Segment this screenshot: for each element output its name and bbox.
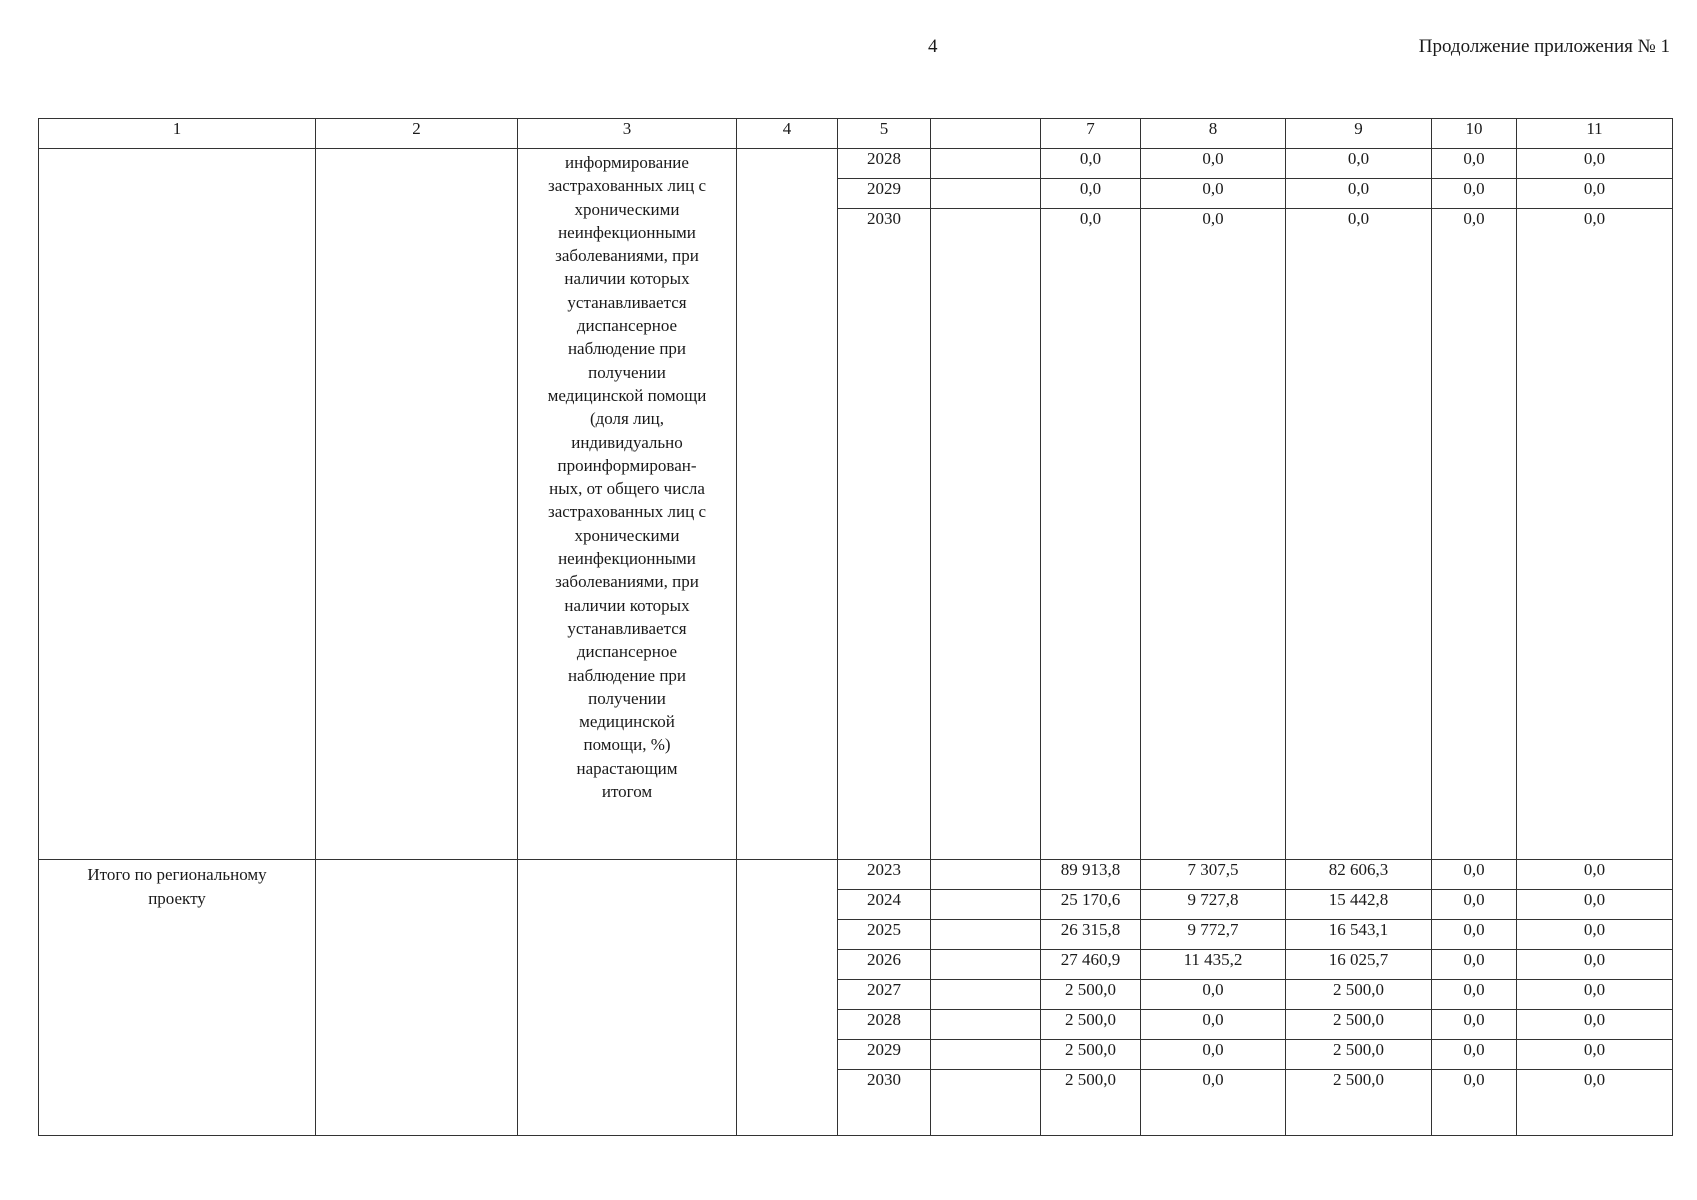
year-cell: 2030 [838, 209, 931, 239]
filler-cell [1432, 238, 1517, 860]
description-line: проинформирован- [557, 455, 697, 475]
value-cell: 15 442,8 [1286, 890, 1432, 920]
budget-table [38, 118, 1673, 1136]
header-cell: 7 [1041, 119, 1141, 149]
value-cell: 0,0 [1432, 950, 1517, 980]
description-line: хроническими [574, 199, 680, 219]
year-cell: 2025 [838, 920, 931, 950]
value-cell: 7 307,5 [1141, 860, 1286, 890]
value-cell: 0,0 [1141, 149, 1286, 179]
column-6-cell [931, 860, 1041, 890]
description-line: заболеваниями, при [555, 572, 699, 592]
filler-cell [931, 1099, 1041, 1136]
column-6-cell [931, 890, 1041, 920]
year-cell: 2024 [838, 890, 931, 920]
header-cell [931, 119, 1041, 149]
value-cell: 0,0 [1517, 920, 1673, 950]
filler-cell [1286, 238, 1432, 860]
value-cell: 0,0 [1041, 149, 1141, 179]
value-cell: 0,0 [1517, 950, 1673, 980]
description-line: неинфекционными [558, 549, 696, 569]
column-3-cell [518, 860, 737, 1136]
value-cell: 0,0 [1141, 980, 1286, 1010]
filler-cell [1517, 238, 1673, 860]
value-cell: 0,0 [1517, 209, 1673, 239]
value-cell: 82 606,3 [1286, 860, 1432, 890]
table-row [39, 149, 1673, 179]
value-cell: 0,0 [1286, 179, 1432, 209]
header-cell: 1 [39, 119, 316, 149]
value-cell: 0,0 [1432, 1070, 1517, 1100]
description-line: хроническими [574, 525, 680, 545]
column-2-cell [316, 860, 518, 1136]
description-line: устанавливается [567, 292, 687, 312]
filler-cell [1041, 1099, 1141, 1136]
value-cell: 0,0 [1517, 1040, 1673, 1070]
value-cell: 0,0 [1517, 179, 1673, 209]
column-1-cell [39, 149, 316, 860]
filler-cell [838, 1099, 931, 1136]
value-cell: 25 170,6 [1041, 890, 1141, 920]
description-line: медицинской [579, 712, 675, 732]
value-cell: 16 025,7 [1286, 950, 1432, 980]
value-cell: 0,0 [1041, 179, 1141, 209]
description-line: информирование [565, 153, 689, 172]
value-cell: 2 500,0 [1041, 980, 1141, 1010]
filler-cell [838, 238, 931, 860]
header-cell: 11 [1517, 119, 1673, 149]
description-line: индивидуально [571, 432, 683, 452]
description-line: диспансерное [576, 316, 678, 336]
total-label [39, 860, 316, 1136]
value-cell: 9 727,8 [1141, 890, 1286, 920]
value-cell: 0,0 [1517, 1010, 1673, 1040]
value-cell: 0,0 [1432, 1040, 1517, 1070]
value-cell: 0,0 [1517, 149, 1673, 179]
description-line: итогом [601, 782, 653, 802]
value-cell: 27 460,9 [1041, 950, 1141, 980]
year-cell: 2027 [838, 980, 931, 1010]
column-6-cell [931, 209, 1041, 239]
column-6-cell [931, 179, 1041, 209]
column-6-cell [931, 1010, 1041, 1040]
column-2-cell [316, 149, 518, 860]
description-line: диспансерное [576, 642, 678, 662]
column-4-cell [737, 860, 838, 1136]
column-6-cell [931, 980, 1041, 1010]
value-cell: 0,0 [1517, 1070, 1673, 1100]
value-cell: 2 500,0 [1286, 980, 1432, 1010]
value-cell: 0,0 [1432, 179, 1517, 209]
header-cell: 5 [838, 119, 931, 149]
description-line: наличии которых [564, 269, 690, 289]
description-line: неинфекционными [558, 222, 696, 242]
value-cell: 2 500,0 [1041, 1070, 1141, 1100]
value-cell: 0,0 [1141, 1010, 1286, 1040]
year-cell: 2029 [838, 179, 931, 209]
header-row [39, 119, 1673, 149]
continuation-heading: Продолжение приложения № 1 [1418, 36, 1670, 57]
description-line: застрахованных лиц с [547, 502, 707, 522]
value-cell: 0,0 [1517, 860, 1673, 890]
description-line: получении [588, 688, 666, 708]
filler-cell [1286, 1099, 1432, 1136]
header-cell: 9 [1286, 119, 1432, 149]
description-line: устанавливается [567, 618, 687, 638]
description-line: застрахованных лиц с [547, 176, 707, 196]
value-cell: 0,0 [1432, 890, 1517, 920]
value-cell: 16 543,1 [1286, 920, 1432, 950]
value-cell: 2 500,0 [1286, 1010, 1432, 1040]
description-line: наблюдение при [567, 665, 687, 685]
value-cell: 9 772,7 [1141, 920, 1286, 950]
column-4-cell [737, 149, 838, 860]
value-cell: 2 500,0 [1041, 1010, 1141, 1040]
value-cell: 0,0 [1041, 209, 1141, 239]
value-cell: 2 500,0 [1286, 1040, 1432, 1070]
description-line: (доля лиц, [589, 409, 665, 429]
value-cell: 0,0 [1141, 179, 1286, 209]
description-line: нарастающим [576, 758, 678, 778]
filler-cell [1141, 1099, 1286, 1136]
value-cell: 0,0 [1432, 920, 1517, 950]
filler-cell [1517, 1099, 1673, 1136]
column-6-cell [931, 950, 1041, 980]
value-cell: 2 500,0 [1041, 1040, 1141, 1070]
value-cell: 0,0 [1432, 149, 1517, 179]
year-cell: 2023 [838, 860, 931, 890]
filler-cell [1041, 238, 1141, 860]
column-6-cell [931, 1070, 1041, 1100]
indicator-description [518, 149, 737, 860]
filler-cell [1432, 1099, 1517, 1136]
value-cell: 0,0 [1432, 860, 1517, 890]
year-cell: 2029 [838, 1040, 931, 1070]
value-cell: 11 435,2 [1141, 950, 1286, 980]
year-cell: 2028 [838, 1010, 931, 1040]
year-cell: 2026 [838, 950, 931, 980]
filler-cell [931, 238, 1041, 860]
value-cell: 0,0 [1517, 980, 1673, 1010]
filler-cell [1141, 238, 1286, 860]
value-cell: 0,0 [1432, 1010, 1517, 1040]
value-cell: 0,0 [1141, 209, 1286, 239]
header-cell: 2 [316, 119, 518, 149]
table-row [39, 860, 1673, 890]
value-cell: 89 913,8 [1041, 860, 1141, 890]
total-label-line: Итого по региональному [87, 865, 267, 884]
page-number: 4 [928, 36, 938, 57]
description-line: ных, от общего числа [549, 479, 705, 499]
description-line: наблюдение при [567, 339, 687, 359]
value-cell: 0,0 [1432, 209, 1517, 239]
total-label-line: проекту [148, 889, 206, 908]
value-cell: 26 315,8 [1041, 920, 1141, 950]
column-6-cell [931, 149, 1041, 179]
description-line: получении [588, 362, 666, 382]
value-cell: 0,0 [1141, 1070, 1286, 1100]
year-cell: 2030 [838, 1070, 931, 1100]
description-line: помощи, %) [583, 735, 671, 755]
description-line: наличии которых [564, 595, 690, 615]
value-cell: 0,0 [1517, 890, 1673, 920]
header-cell: 10 [1432, 119, 1517, 149]
header-cell: 3 [518, 119, 737, 149]
year-cell: 2028 [838, 149, 931, 179]
value-cell: 0,0 [1286, 149, 1432, 179]
description-line: заболеваниями, при [555, 246, 699, 266]
column-6-cell [931, 920, 1041, 950]
description-line: медицинской помощи [547, 385, 707, 405]
value-cell: 0,0 [1432, 980, 1517, 1010]
column-6-cell [931, 1040, 1041, 1070]
value-cell: 2 500,0 [1286, 1070, 1432, 1100]
header-cell: 4 [737, 119, 838, 149]
value-cell: 0,0 [1141, 1040, 1286, 1070]
value-cell: 0,0 [1286, 209, 1432, 239]
header-cell: 8 [1141, 119, 1286, 149]
